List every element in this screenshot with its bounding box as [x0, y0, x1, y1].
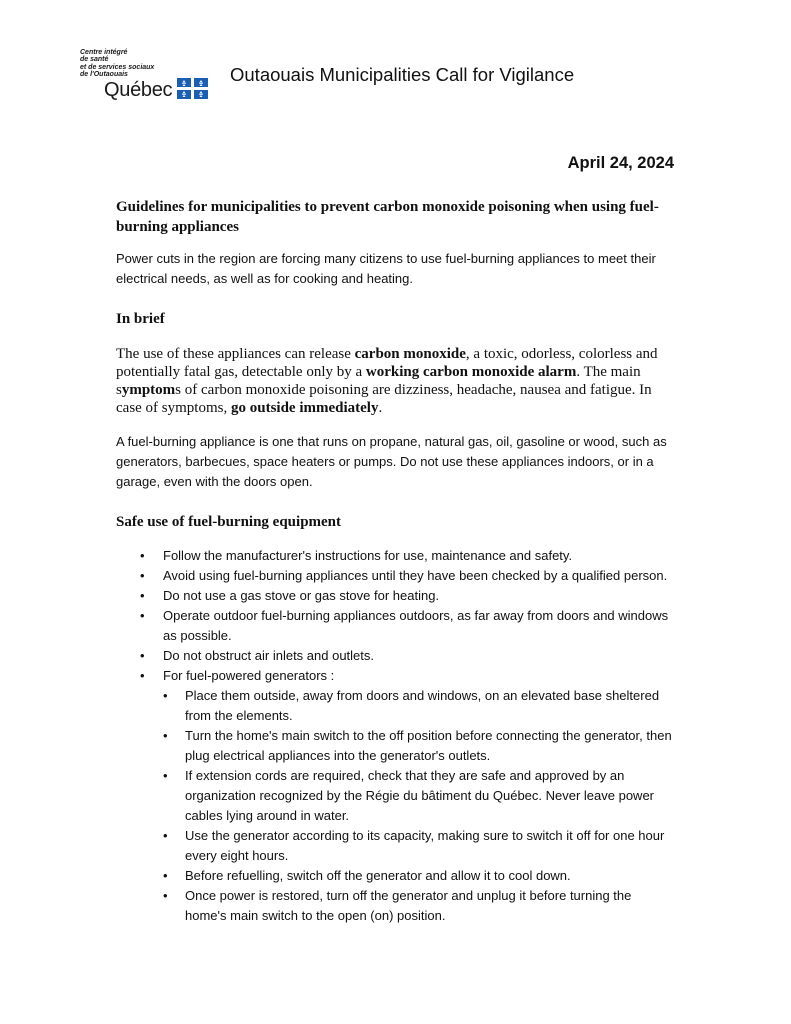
safe-use-heading: Safe use of fuel-burning equipment: [116, 514, 342, 530]
in-brief-text: s of carbon monoxide poisoning are dizziness, headache, nausea and fatigue. In case of symptoms,: [116, 382, 652, 416]
logo-organization-name: Centre intégré de santé et de services sociaux de l'Outaouais: [80, 49, 155, 79]
logo-quebec-wordmark: Québec: [104, 79, 173, 101]
list-item-text: Avoid using fuel-burning appliances until they have been checked by a qualified person.: [163, 568, 668, 583]
in-brief-text: .: [378, 400, 383, 416]
sublist-item: [163, 826, 676, 866]
list-item: [116, 646, 676, 666]
in-brief-text: , a toxic, odorless, colorless and potentially fatal gas, detectable only by a: [116, 346, 658, 380]
in-brief-text: . The main s: [116, 364, 641, 398]
document-title: Outaouais Municipalities Call for Vigilance: [230, 64, 575, 85]
sublist-item-text: If extension cords are required, check that they are safe and approved by an organization recognized by the Régie du bâtiment du Québec. Never leave power cables lying around in water.: [185, 768, 655, 823]
list-item: [116, 666, 676, 926]
in-brief-emphasis: carbon monoxide: [354, 346, 466, 362]
sublist-item-text: Use the generator according to its capacity, making sure to switch it off for one hour every eight hours.: [185, 828, 665, 863]
list-item: [116, 586, 676, 606]
generator-sublist: [163, 686, 676, 926]
guidelines-heading: Guidelines for municipalities to prevent carbon monoxide poisoning when using fuel-burning appliances: [116, 199, 659, 235]
list-item-text: For fuel-powered generators :: [163, 668, 335, 683]
sublist-item-text: Turn the home's main switch to the off position before connecting the generator, then plug electrical appliances into the generator's outlets.: [185, 728, 672, 763]
cisss-outaouais-logo: [80, 49, 215, 103]
sublist-item-text: Place them outside, away from doors and windows, on an elevated base sheltered from the elements.: [185, 688, 660, 723]
list-item-text: Operate outdoor fuel-burning appliances outdoors, as far away from doors and windows as possible.: [163, 608, 669, 643]
list-item: [116, 546, 676, 566]
in-brief-emphasis: working carbon monoxide alarm: [365, 364, 577, 380]
list-item-text: Follow the manufacturer's instructions for use, maintenance and safety.: [163, 548, 573, 563]
list-item: [116, 566, 676, 586]
in-brief-text: The use of these appliances can release: [116, 346, 355, 362]
in-brief-emphasis: ymptom: [121, 382, 176, 398]
safe-use-list: [116, 546, 676, 926]
intro-paragraph: Power cuts in the region are forcing many citizens to use fuel-burning appliances to meet their electrical needs, as well as for cooking and heating.: [116, 251, 656, 286]
list-item: [116, 606, 676, 646]
definition-paragraph: A fuel-burning appliance is one that runs on propane, natural gas, oil, gasoline or wood, such as generators, barbecues, space heaters or pumps. Do not use these appliances indoors, or in a garage, even with the doors open.: [116, 434, 667, 489]
sublist-item: [163, 686, 676, 726]
list-item-text: Do not use a gas stove or gas stove for heating.: [163, 588, 440, 603]
quebec-flag-icon: [177, 78, 208, 99]
in-brief-heading: In brief: [116, 311, 165, 327]
document-date: April 24, 2024: [567, 154, 674, 172]
sublist-item: [163, 886, 676, 926]
in-brief-paragraph: [116, 345, 676, 417]
sublist-item-text: Before refuelling, switch off the generator and allow it to cool down.: [185, 868, 571, 883]
list-item-text: Do not obstruct air inlets and outlets.: [163, 648, 375, 663]
sublist-item: [163, 726, 676, 766]
in-brief-emphasis: go outside immediately: [230, 400, 379, 416]
sublist-item-text: Once power is restored, turn off the generator and unplug it before turning the home's main switch to the open (on) position.: [185, 888, 632, 923]
sublist-item: [163, 766, 676, 826]
sublist-item: [163, 866, 676, 886]
